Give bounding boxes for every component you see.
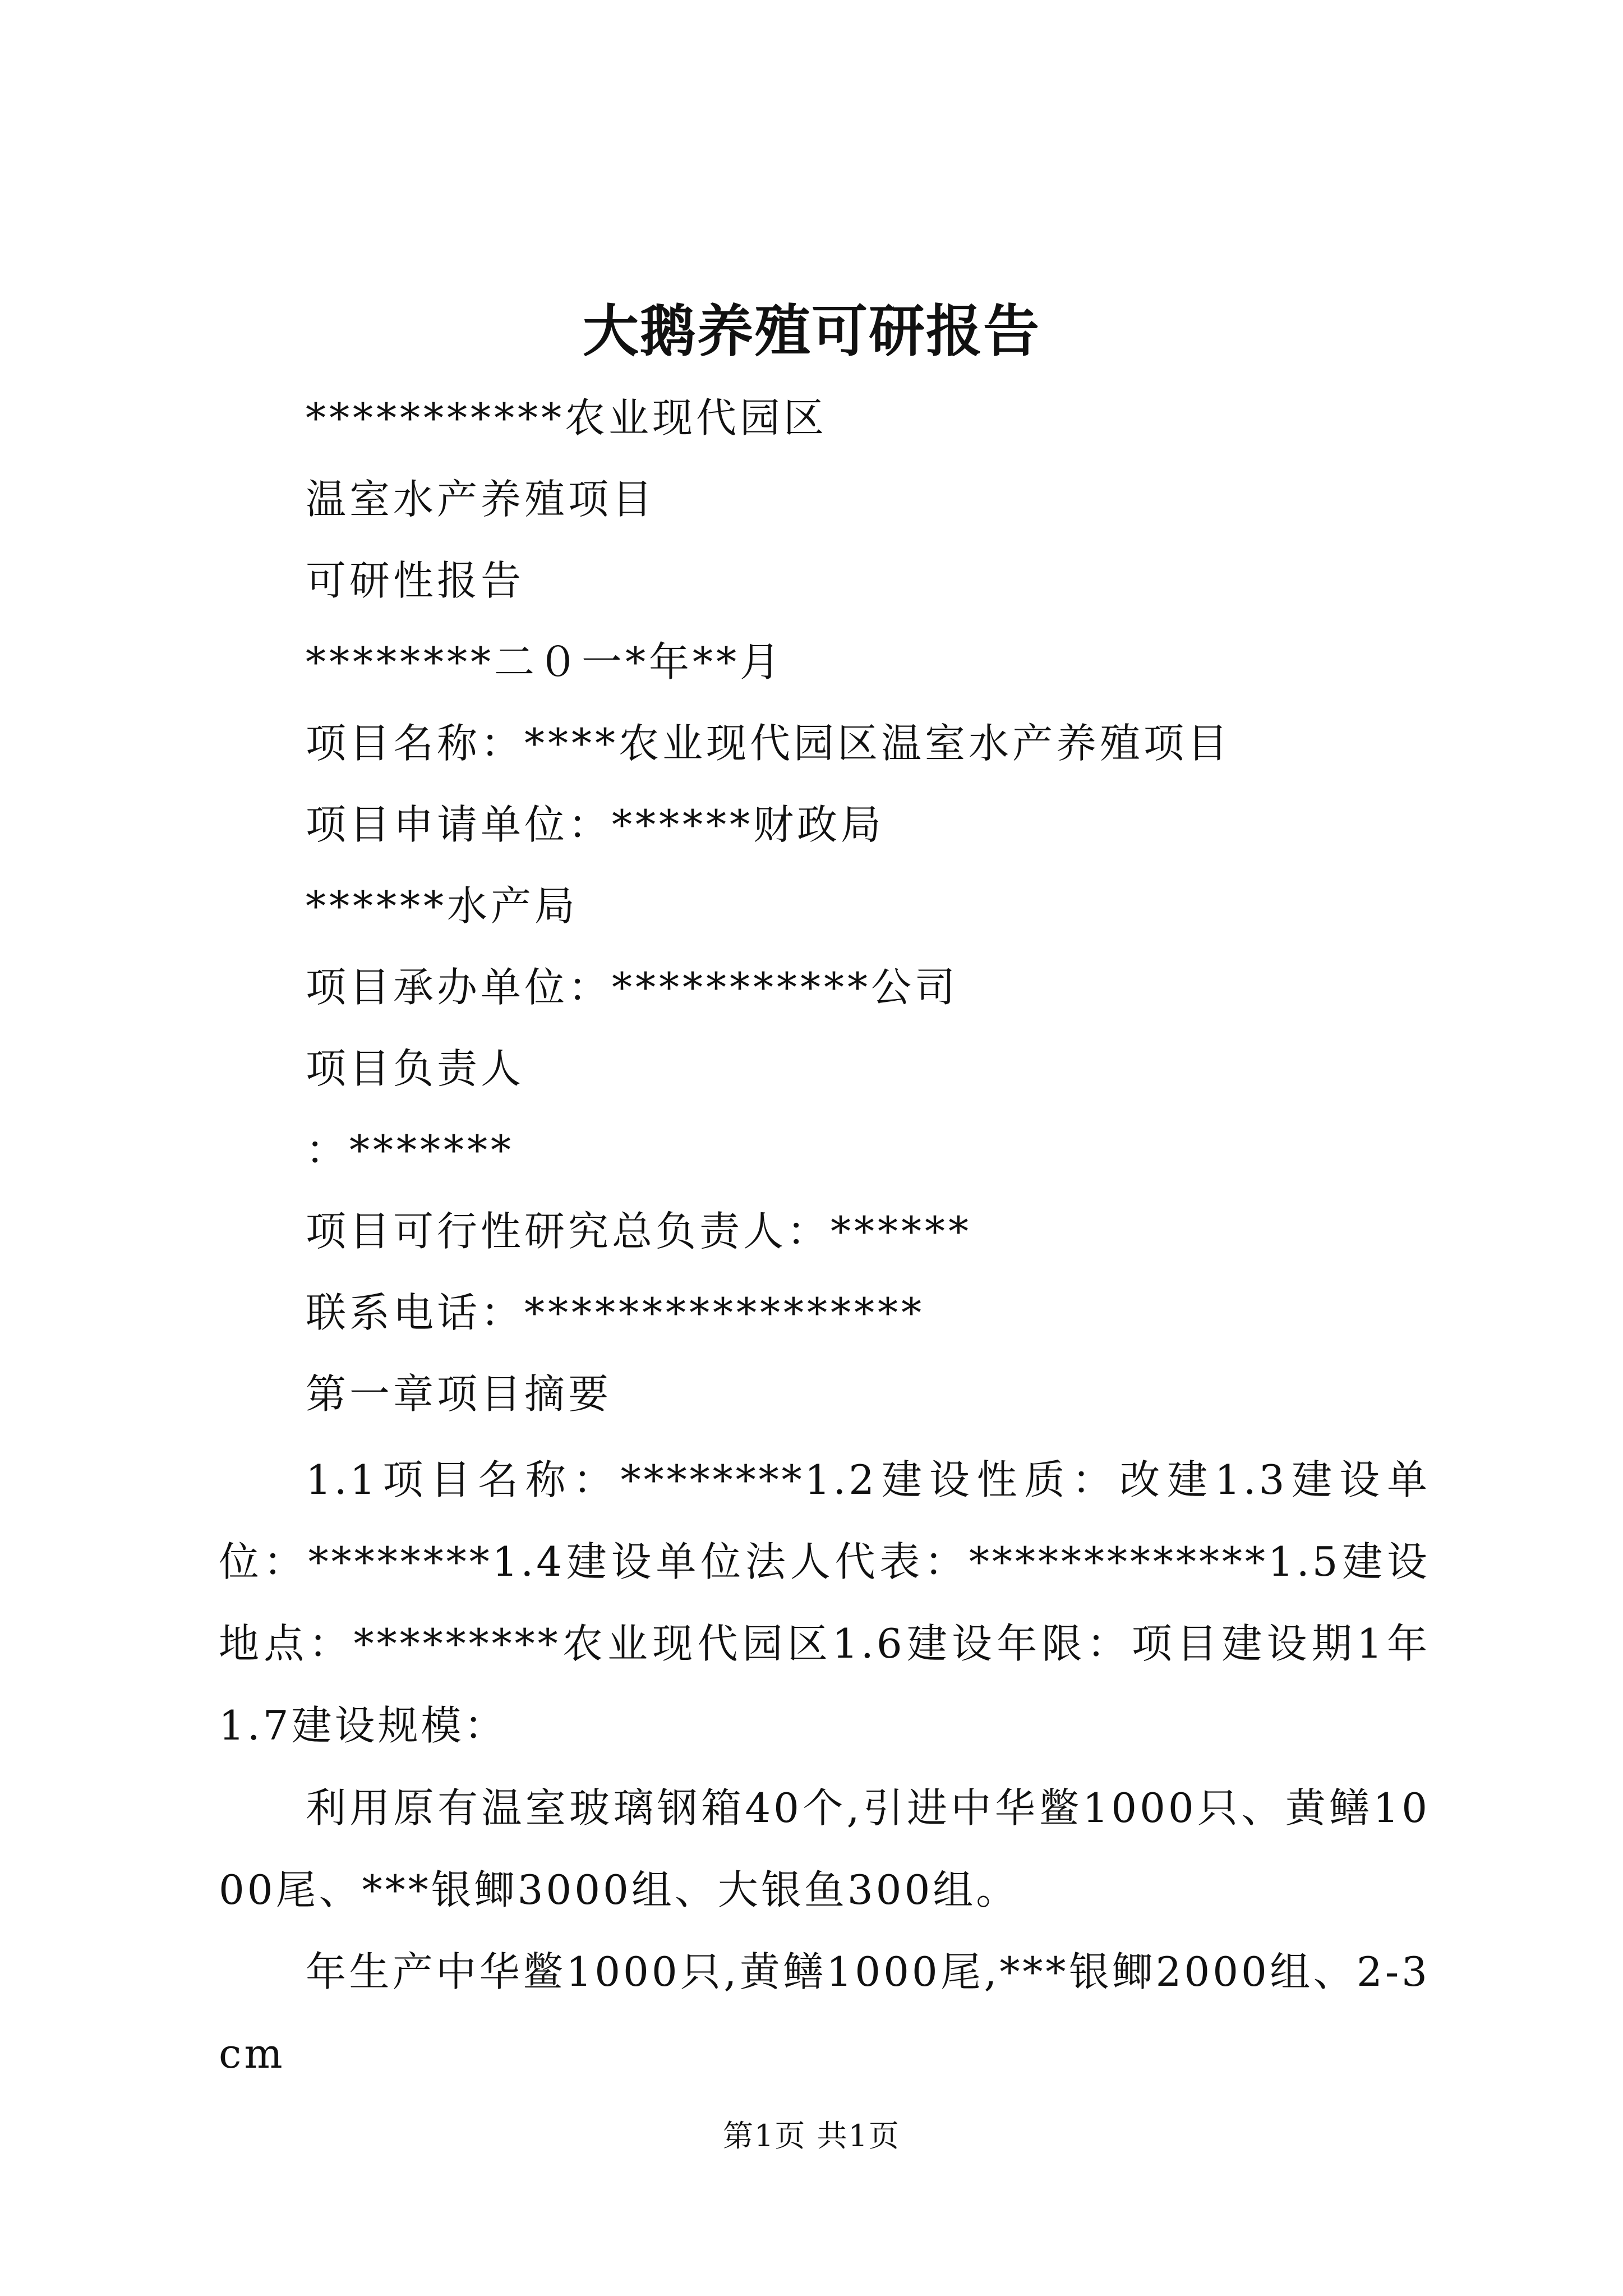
text-line: ：******* [306,1126,515,1174]
text-line: ********二０一*年**月 [306,638,784,685]
text-line: 可研性报告 [306,557,525,604]
text-line: 温室水产养殖项目 [306,476,656,523]
text-line: 联系电话：***************** [306,1289,925,1336]
document-title: 大鹅养殖可研报告 [583,298,1040,364]
paragraph: 利用原有温室玻璃钢箱40个,引进中华鳖1000只、黄鳝1000尾、***银鲫3000组、大银鱼300组。 [219,1784,1430,1913]
text-line: 项目承办单位：***********公司 [306,964,959,1011]
paragraph: 年生产中华鳖1000只,黄鳝1000尾,***银鲫2000组、2-3cm [219,1948,1430,2077]
text-line: ******水产局 [306,882,579,930]
text-line: 项目负责人 [306,1045,525,1092]
text-line: ***********农业现代园区 [306,394,828,441]
text-line: 项目名称：****农业现代园区温室水产养殖项目 [306,720,1232,767]
paragraph: 1.1项目名称：********1.2建设性质：改建1.3建设单位：********1.4建设单位法人代表：*************1.5建设地点：*********农业现代园区1.6建设年限：项目建设期1年1.7建设规模： [219,1456,1430,1749]
section-heading: 第一章项目摘要 [306,1370,612,1418]
text-line: 项目可行性研究总负责人：****** [306,1208,972,1255]
text-line: 项目申请单位：******财政局 [306,801,885,848]
page-footer: 第1页 共1页 [723,2118,900,2154]
